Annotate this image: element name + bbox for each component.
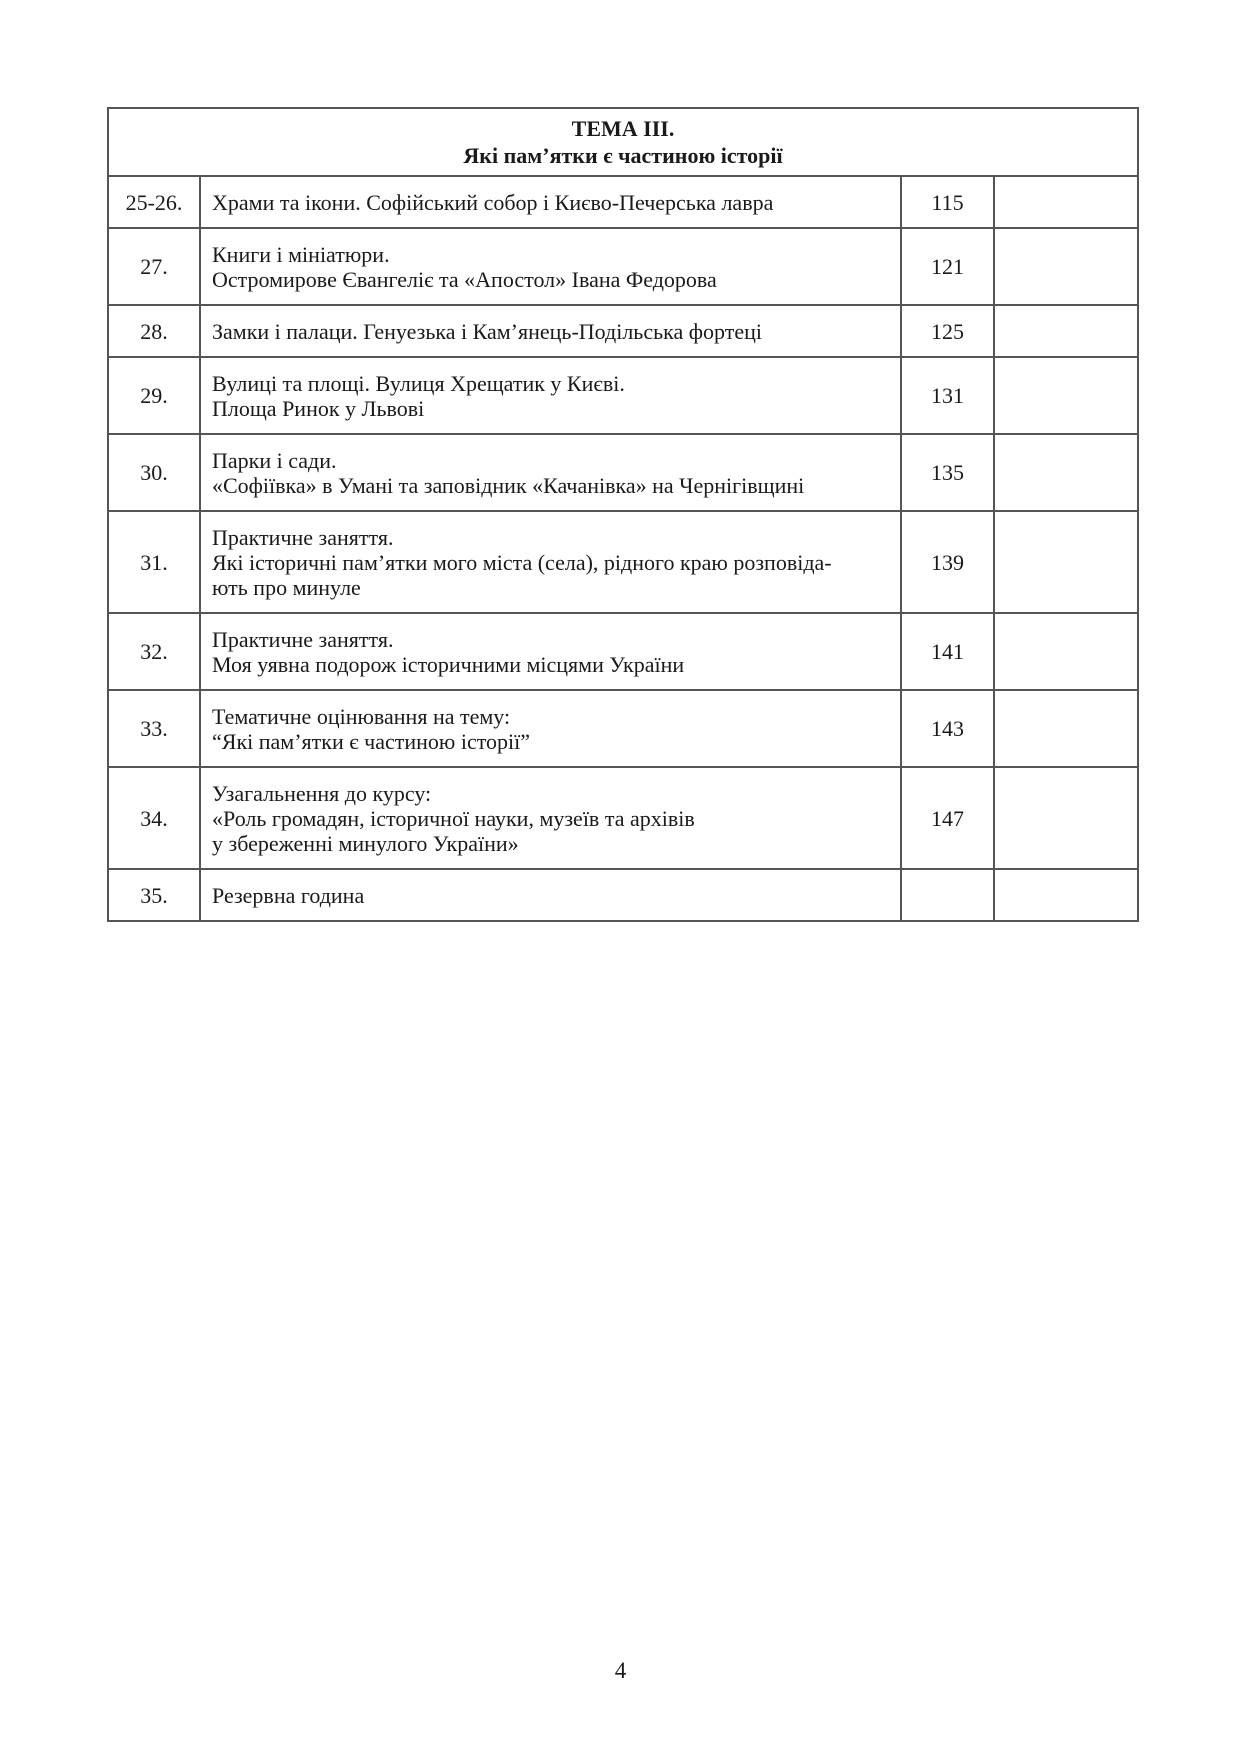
lesson-title-line: Вулиці та площі. Вулиця Хрещатик у Києві. [212, 370, 625, 396]
lesson-title-line: «Роль громадян, історичної науки, музеїв та архівів [212, 805, 695, 831]
theme-header-row [108, 108, 1138, 176]
lesson-title-line: Узагальнення до курсу: [212, 780, 432, 806]
notes-cell [994, 511, 1138, 613]
lesson-title-line: Практичне заняття. [212, 524, 394, 550]
lesson-title [200, 511, 901, 613]
page-reference: 139 [901, 511, 994, 613]
table-row [108, 357, 1138, 434]
lesson-title-line: Моя уявна подорож історичними місцями України [212, 651, 685, 677]
lesson-number: 29. [108, 357, 200, 434]
table-row [108, 511, 1138, 613]
notes-cell [994, 613, 1138, 690]
notes-cell [994, 690, 1138, 767]
lesson-title-line: Книги і мініатюри. [212, 241, 390, 267]
lesson-title-line: “Які пам’ятки є частиною історії” [212, 728, 531, 754]
table-row [108, 613, 1138, 690]
lesson-number: 33. [108, 690, 200, 767]
theme-subheading: Які пам’ятки є частиною історії [463, 143, 783, 168]
table-row [108, 434, 1138, 511]
lesson-title [200, 434, 901, 511]
notes-cell [994, 869, 1138, 921]
lesson-title [200, 357, 901, 434]
lesson-title-line: Які історичні пам’ятки мого міста (села), рідного краю розповіда- [212, 549, 832, 575]
table-row [108, 767, 1138, 869]
notes-cell [994, 434, 1138, 511]
notes-cell [994, 305, 1138, 357]
lesson-number: 31. [108, 511, 200, 613]
contents-table [107, 107, 1139, 922]
lesson-number: 30. [108, 434, 200, 511]
lesson-title [200, 228, 901, 305]
lesson-title-line: ють про минуле [212, 574, 361, 600]
lesson-number: 28. [108, 305, 200, 357]
notes-cell [994, 176, 1138, 228]
table-row [108, 176, 1138, 228]
theme-heading: ТЕМА ІІІ. [571, 116, 675, 141]
table-row [108, 305, 1138, 357]
page-reference: 125 [901, 305, 994, 357]
page-reference: 143 [901, 690, 994, 767]
page-reference [901, 869, 994, 921]
table-row [108, 690, 1138, 767]
lesson-title [200, 613, 901, 690]
page-reference: 135 [901, 434, 994, 511]
notes-cell [994, 228, 1138, 305]
page-reference: 121 [901, 228, 994, 305]
lesson-title-line: «Софіївка» в Умані та заповідник «Качанівка» на Чернігівщині [212, 472, 805, 498]
lesson-title-line: у збереженні минулого України» [212, 830, 519, 856]
table-row [108, 228, 1138, 305]
lesson-title [200, 305, 901, 357]
lesson-title [200, 176, 901, 228]
lesson-title [200, 690, 901, 767]
page-number: 4 [614, 1658, 627, 1683]
lesson-title-line: Остромирове Євангеліє та «Апостол» Івана Федорова [212, 266, 717, 292]
lesson-title-line: Замки і палаци. Генуезька і Кам’янець-Подільська фортеці [212, 318, 762, 344]
lesson-number: 34. [108, 767, 200, 869]
lesson-number: 35. [108, 869, 200, 921]
lesson-number: 32. [108, 613, 200, 690]
lesson-title-line: Тематичне оцінювання на тему: [212, 703, 511, 729]
page-reference: 147 [901, 767, 994, 869]
lesson-title-line: Практичне заняття. [212, 626, 394, 652]
lesson-title-line: Резервна година [212, 882, 365, 908]
lesson-title [200, 869, 901, 921]
page-reference: 115 [901, 176, 994, 228]
lesson-number: 27. [108, 228, 200, 305]
lesson-title-line: Площа Ринок у Львові [212, 395, 425, 421]
lesson-title-line: Парки і сади. [212, 447, 337, 473]
lesson-number: 25-26. [108, 176, 200, 228]
notes-cell [994, 767, 1138, 869]
table-row [108, 869, 1138, 921]
notes-cell [994, 357, 1138, 434]
theme-header-cell [108, 108, 1138, 176]
lesson-title [200, 767, 901, 869]
page-reference: 131 [901, 357, 994, 434]
page-reference: 141 [901, 613, 994, 690]
lesson-title-line: Храми та ікони. Софійський собор і Києво-Печерська лавра [212, 189, 774, 215]
